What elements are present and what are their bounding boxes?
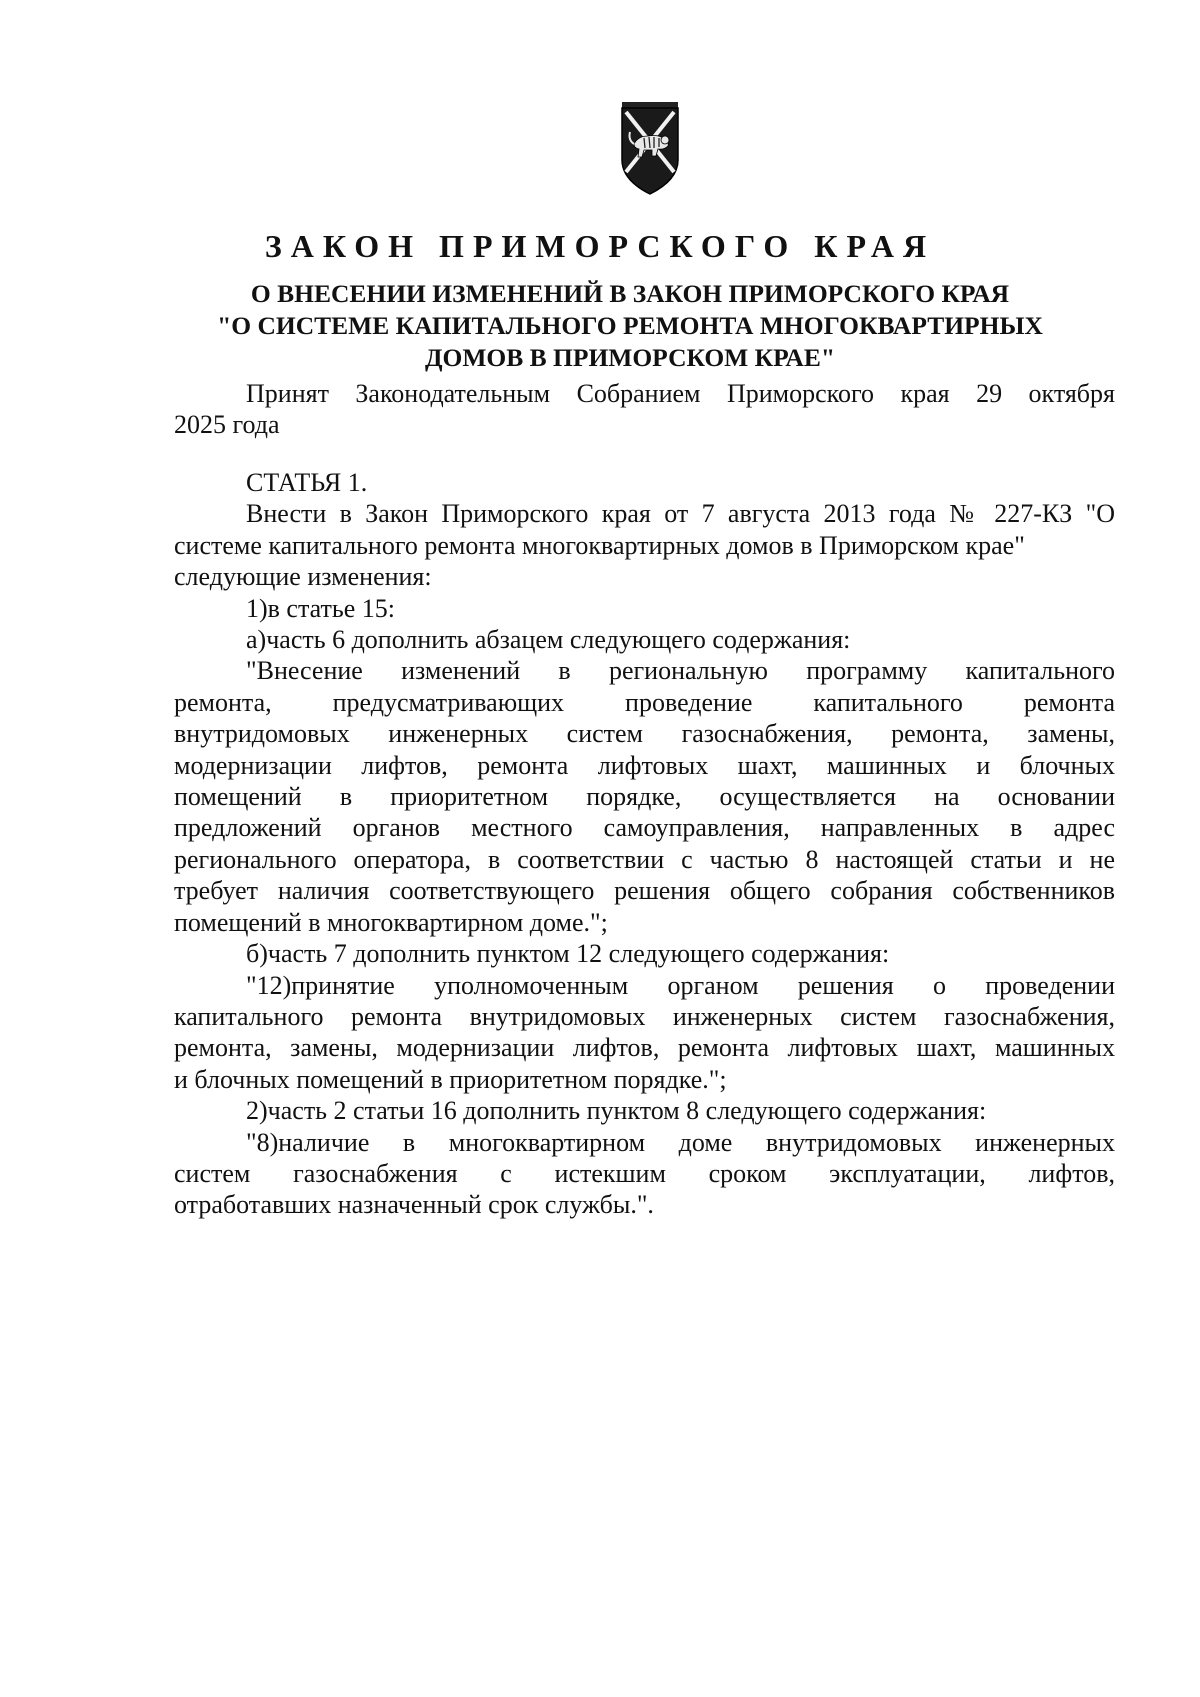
quote-1-line: помещений в многоквартирном доме."; (174, 907, 608, 937)
quote-3-line: "8)наличие в многоквартирном доме внутридомовых инженерных (246, 1127, 1115, 1157)
law-subtitle (150, 278, 1110, 374)
quote-2-line: капитального ремонта внутридомовых инженерных систем газоснабжения, (174, 1001, 1115, 1031)
adoption-line: Принят Законодательным Собранием Приморского края 29 октября (246, 379, 1115, 408)
item-1b: б)часть 7 дополнить пунктом 12 следующего содержания: (246, 939, 890, 969)
quote-1-line: предложений органов местного самоуправления, направленных в адрес (174, 813, 1115, 843)
item-1a: а)часть 6 дополнить абзацем следующего содержания: (246, 625, 851, 655)
quote-1-line: требует наличия соответствующего решения общего собрания собственников (174, 876, 1115, 906)
adoption-notice (174, 378, 1115, 441)
quote-1-line: помещений в приоритетном порядке, осуществляется на основании (174, 782, 1115, 812)
article-body (174, 467, 1115, 1221)
item-1: 1)в статье 15: (246, 593, 396, 623)
law-title: ЗАКОН ПРИМОРСКОГО КРАЯ (264, 228, 936, 264)
quote-1-line: "Внесение изменений в региональную программу капитального (246, 656, 1115, 686)
article-intro-line: системе капитального ремонта многоквартирных домов в Приморском крае" (174, 530, 1025, 560)
adoption-line: 2025 года (174, 410, 280, 440)
article-intro-line: следующие изменения: (174, 562, 432, 592)
quote-1-line: внутридомовых инженерных систем газоснабжения, ремонта, замены, (174, 719, 1115, 749)
quote-2-line: и блочных помещений в приоритетном порядке."; (174, 1064, 727, 1094)
article-intro-line: Внести в Закон Приморского края от 7 августа 2013 года № 227-КЗ "О (246, 499, 1115, 529)
subtitle-line: "О СИСТЕМЕ КАПИТАЛЬНОГО РЕМОНТА МНОГОКВАРТИРНЫХ (217, 311, 1043, 340)
subtitle-line: ДОМОВ В ПРИМОРСКОМ КРАЕ" (424, 343, 836, 372)
subtitle-line: О ВНЕСЕНИИ ИЗМЕНЕНИЙ В ЗАКОН ПРИМОРСКОГО КРАЯ (250, 279, 1010, 308)
coat-of-arms-tiger-icon (614, 100, 686, 196)
article-heading: СТАТЬЯ 1. (246, 468, 368, 497)
quote-2-line: "12)принятие уполномоченным органом решения о проведении (246, 970, 1115, 1000)
quote-3-line: систем газоснабжения с истекшим сроком эксплуатации, лифтов, (174, 1158, 1115, 1188)
quote-1-line: ремонта, предусматривающих проведение капитального ремонта (174, 687, 1115, 717)
item-2: 2)часть 2 статьи 16 дополнить пунктом 8 следующего содержания: (246, 1096, 987, 1126)
quote-2-line: ремонта, замены, модернизации лифтов, ремонта лифтовых шахт, машинных (174, 1033, 1115, 1063)
quote-1-line: регионального оператора, в соответствии с частью 8 настоящей статьи и не (174, 844, 1115, 874)
quote-3-line: отработавших назначенный срок службы.". (174, 1190, 654, 1220)
quote-1-line: модернизации лифтов, ремонта лифтовых шахт, машинных и блочных (174, 750, 1115, 780)
